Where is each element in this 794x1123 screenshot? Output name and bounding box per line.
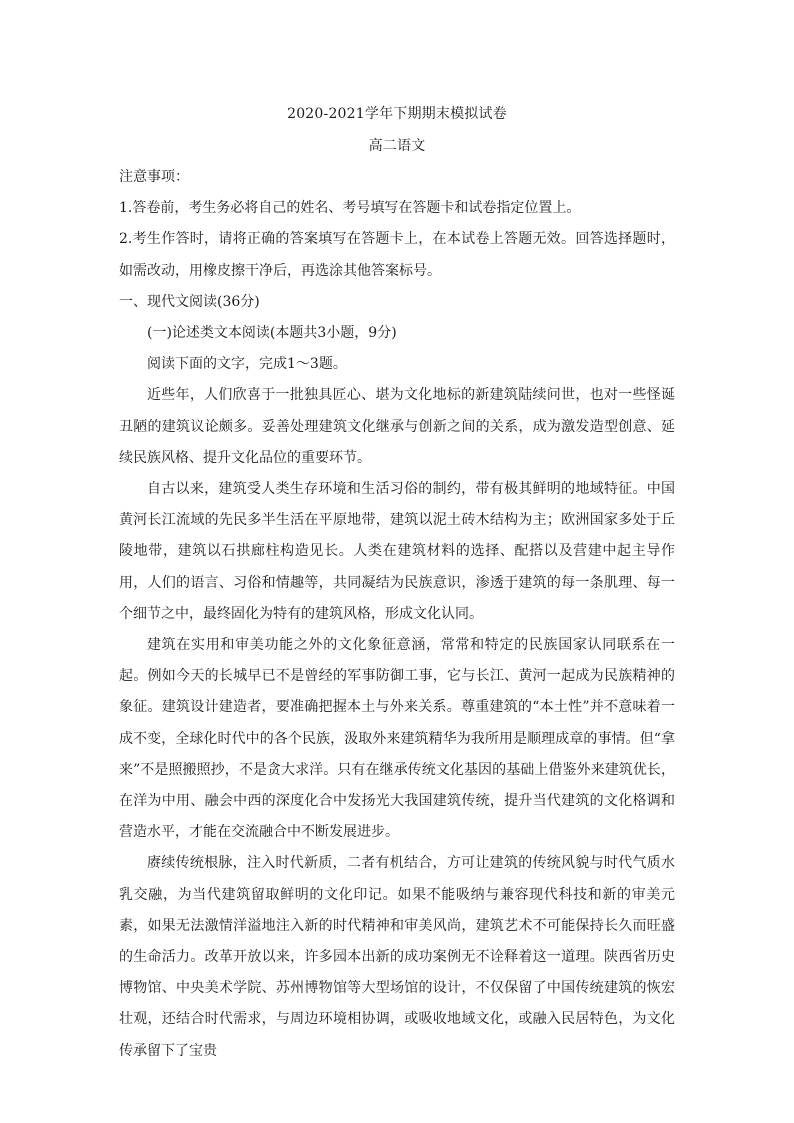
section-heading: 一、现代文阅读(36分): [119, 293, 260, 310]
notice-heading: 注意事项：: [119, 169, 189, 185]
reading-instruction: 阅读下面的文字，完成1～3题。: [147, 356, 347, 373]
passage-paragraph: 赓续传统根脉，注入时代新质，二者有机结合，方可让建筑的传统风貌与时代气质水乳交融，为当代建筑留取鲜明的文化印记。如果不能吸纳与兼容现代科技和新的审美元素，如果无法激情洋溢地注入新的时代精神和审美风尚，建筑艺术不可能保持长久而旺盛的生命活力。改革开放以来，许多园本出新的成功案例无不诠释着这一道理。陕西省历史博物馆、中央美术学院、苏州博物馆等大型场馆的设计，不仅保留了中国传统建筑的恢宏壮观，还结合时代需求，与周边环境相协调，或吸收地域文化，或融入民居特色，为文化传承留下了宝贵: [119, 855, 675, 1059]
notice-item-1: 1.答卷前，考生务必将自己的姓名、考号填写在答题卡和试卷指定位置上。: [119, 200, 581, 217]
passage-paragraph: 自古以来，建筑受人类生存环境和生活习俗的制约，带有极其鲜明的地域特征。中国黄河长江流域的先民多半生活在平原地带，建筑以泥土砖木结构为主；欧洲国家多处于丘陵地带，建筑以石拱廊柱构造见长。人类在建筑材料的选择、配搭以及营建中起主导作用，人们的语言、习俗和情趣等，共同凝结为民族意识，渗透于建筑的每一条肌理、每一个细节之中，最终固化为特有的建筑风格，形成文化认同。: [119, 481, 675, 622]
passage-paragraph: 近些年，人们欣喜于一批独具匠心、堪为文化地标的新建筑陆续问世，也对一些怪诞丑陋的建筑议论颇多。妥善处理建筑文化继承与创新之间的关系，成为激发造型创意、延续民族风格、提升文化品位的重要环节。: [119, 387, 675, 466]
notice-item-2: 2.考生作答时，请将正确的答案填写在答题卡上，在本试卷上答题无效。回答选择题时，如需改动，用橡皮擦干净后，再选涂其他答案标号。: [119, 231, 675, 279]
subject-title: 高二语文: [368, 138, 426, 154]
exam-title: 2020-2021学年下期期末模拟试卷: [287, 106, 507, 122]
passage-paragraph: 建筑在实用和审美功能之外的文化象征意涵，常常和特定的民族国家认同联系在一起。例如今天的长城早已不是曾经的军事防御工事，它与长江、黄河一起成为民族精神的象征。建筑设计建造者，要准确把握本土与外来关系。尊重建筑的“本土性”并不意味着一成不变，全球化时代中的各个民族，汲取外来建筑精华为我所用是顺理成章的事情。但“拿来”不是照搬照抄，不是贪大求洋。只有在继承传统文化基因的基础上借鉴外来建筑优长，在洋为中用、融会中西的深度化合中发扬光大我国建筑传统，提升当代建筑的文化格调和营造水平，才能在交流融合中不断发展进步。: [119, 637, 675, 841]
exam-body: [119, 162, 675, 1067]
subsection-heading: (一)论述类文本阅读(本题共3小题，9分): [147, 325, 397, 342]
